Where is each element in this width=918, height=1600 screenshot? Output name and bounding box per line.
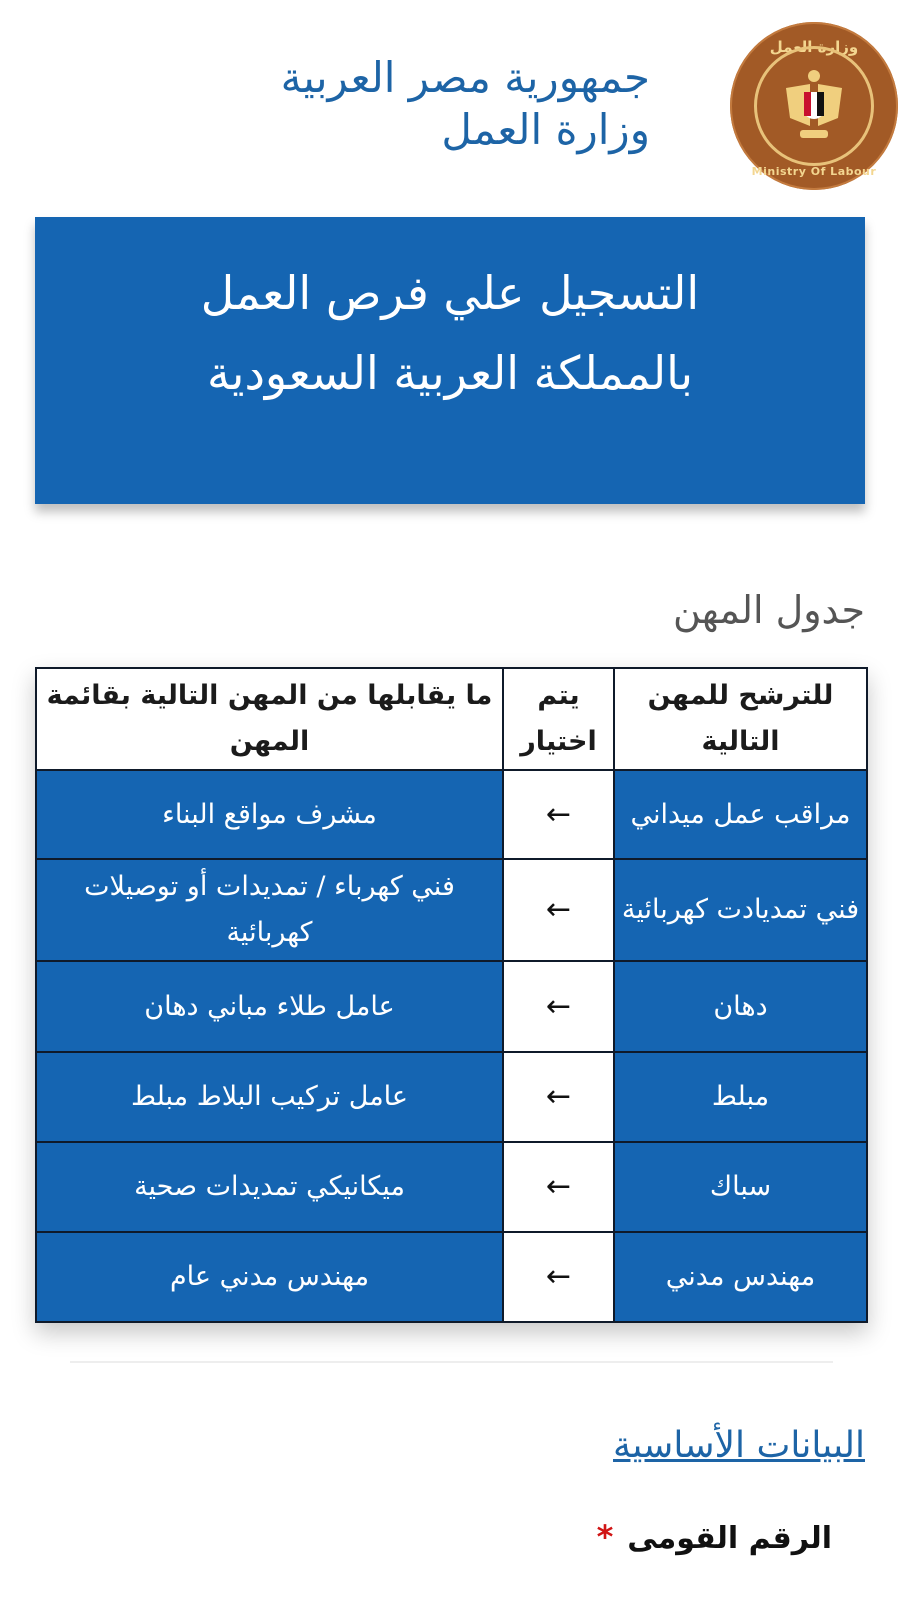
table-row <box>36 770 867 859</box>
job-from-cell: مراقب عمل ميداني <box>614 770 867 859</box>
job-from-cell: فني تمديادت كهربائية <box>614 859 867 961</box>
job-to-cell: عامل طلاء مباني دهان <box>36 961 503 1052</box>
basic-data-link[interactable]: البيانات الأساسية <box>613 1425 865 1466</box>
job-to-cell: مهندس مدني عام <box>36 1232 503 1322</box>
banner-line-1: التسجيل علي فرص العمل <box>200 266 700 320</box>
arrow-icon: ← <box>503 1142 614 1232</box>
national-id-label-text: الرقم القومى <box>627 1521 832 1556</box>
jobs-table-title: جدول المهن <box>672 588 865 632</box>
job-to-cell: عامل تركيب البلاط مبلط <box>36 1052 503 1142</box>
government-title <box>281 52 650 156</box>
country-name: جمهورية مصر العربية <box>280 53 650 102</box>
required-marker: * <box>596 1518 614 1556</box>
banner-text <box>35 253 865 413</box>
eagle-emblem-icon <box>782 66 846 146</box>
arrow-icon: ← <box>503 961 614 1052</box>
job-to-cell: فني كهرباء / تمديدات أو توصيلات كهربائية <box>36 859 503 961</box>
table-row <box>36 1232 867 1322</box>
table-row <box>36 961 867 1052</box>
job-to-cell: مشرف مواقع البناء <box>36 770 503 859</box>
table-header-row <box>36 668 867 770</box>
logo-arabic-text: وزارة العمل <box>769 38 859 56</box>
ministry-name: وزارة العمل <box>441 105 650 154</box>
table-row <box>36 1052 867 1142</box>
registration-banner <box>35 217 865 504</box>
arrow-icon: ← <box>503 859 614 961</box>
section-divider <box>70 1361 833 1363</box>
column-header-from: للترشح للمهن التالية <box>614 668 867 770</box>
table-row <box>36 859 867 961</box>
job-from-cell: مهندس مدني <box>614 1232 867 1322</box>
job-to-cell: ميكانيكي تمديدات صحية <box>36 1142 503 1232</box>
arrow-icon: ← <box>503 770 614 859</box>
banner-line-2: بالمملكة العربية السعودية <box>206 346 693 400</box>
job-from-cell: سباك <box>614 1142 867 1232</box>
table-row <box>36 1142 867 1232</box>
job-from-cell: دهان <box>614 961 867 1052</box>
arrow-icon: ← <box>503 1232 614 1322</box>
ministry-logo <box>730 22 898 190</box>
column-header-arrow: يتم اختيار <box>503 668 614 770</box>
column-header-to: ما يقابلها من المهن التالية بقائمة المهن <box>36 668 503 770</box>
arrow-icon: ← <box>503 1052 614 1142</box>
page-header <box>0 0 918 200</box>
jobs-table <box>35 667 868 1323</box>
logo-english-text: Ministry Of Labour <box>751 165 877 178</box>
national-id-field-label <box>597 1518 832 1556</box>
job-from-cell: مبلط <box>614 1052 867 1142</box>
